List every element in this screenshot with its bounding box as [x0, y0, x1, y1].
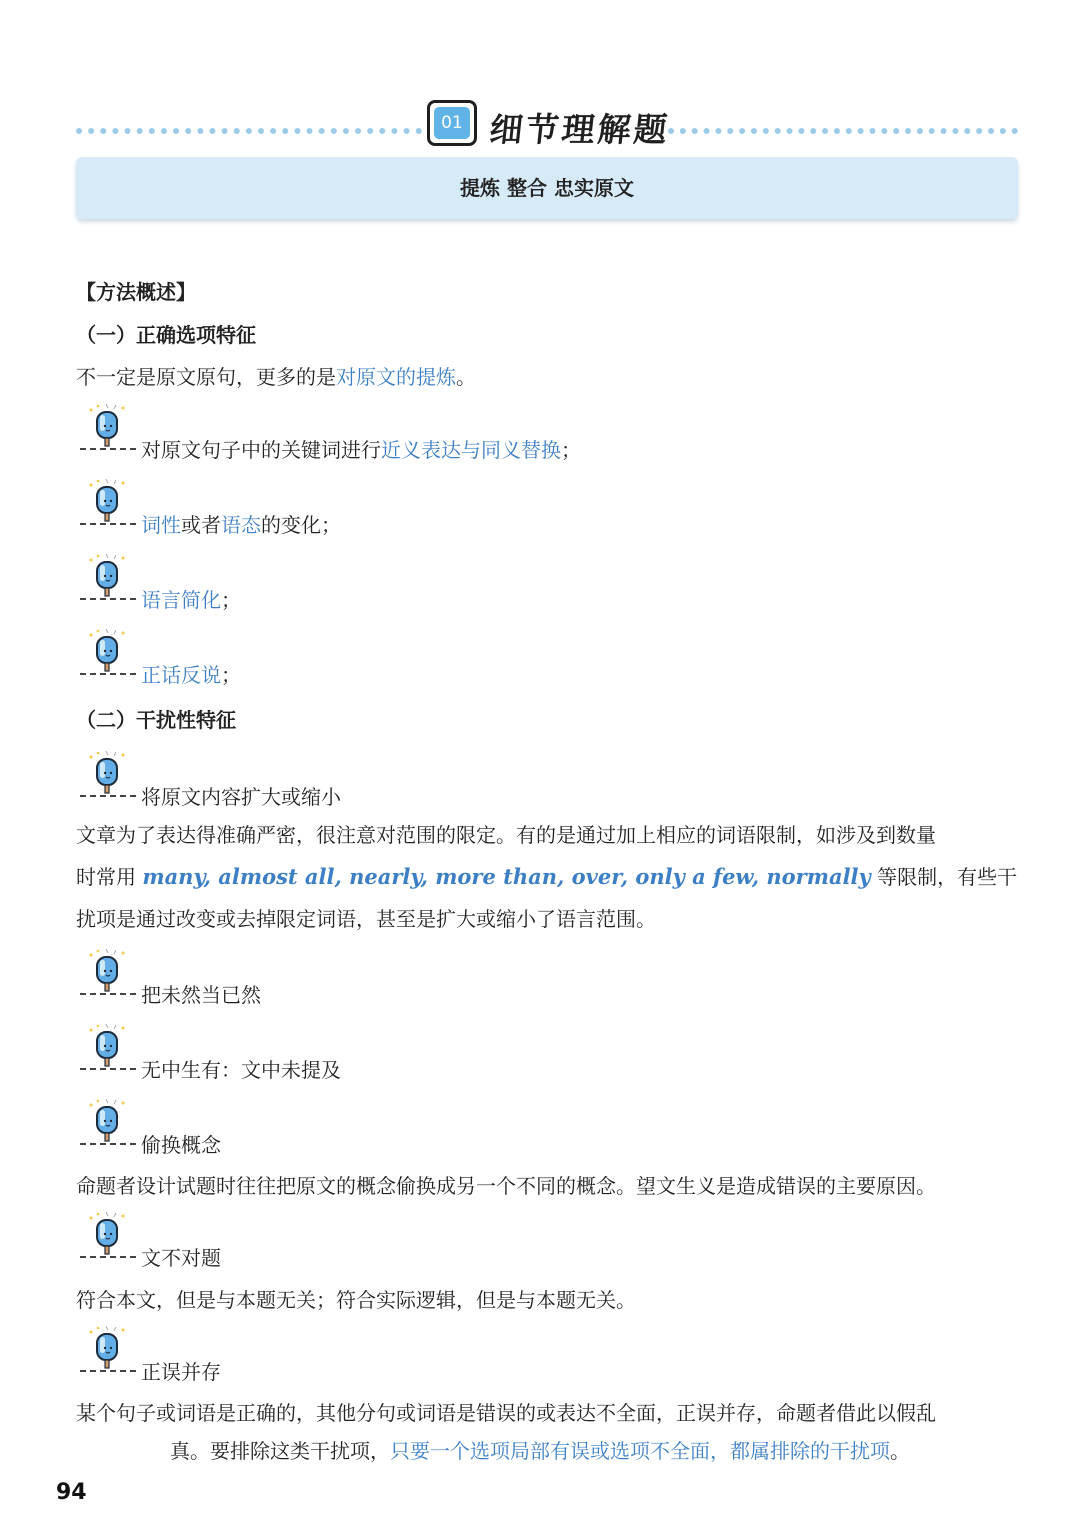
section-number: 01: [434, 107, 470, 139]
paragraph-highlight: 只要一个选项局部有误或选项不全面，都属排除的干扰项: [390, 1439, 890, 1463]
part1-intro-highlight: 对原文的提炼: [336, 365, 456, 389]
bullet-concept-swap: [80, 1099, 1020, 1163]
bullet-text-plain: 或者: [181, 513, 221, 537]
bullet-dash: [80, 598, 136, 600]
bullet-dash: [80, 1256, 136, 1258]
bullet-off-topic: [80, 1212, 1020, 1276]
bullet-text: [141, 509, 341, 538]
page-number: 94: [56, 1480, 87, 1505]
bullet-synonym: [80, 404, 1020, 468]
bullet-dash: [80, 1143, 136, 1145]
paragraph-end: 。: [890, 1439, 910, 1463]
bullet-text-highlight: 正话反说: [141, 663, 221, 687]
popsicle-icon: [86, 554, 128, 600]
section-number-badge: [427, 100, 477, 146]
bullet-dash: [80, 673, 136, 675]
bullet-text: 偷换概念: [141, 1133, 221, 1157]
section-title: 细节理解题: [487, 110, 672, 149]
paragraph-line: 扰项是通过改变或去掉限定词语，甚至是扩大或缩小了语言范围。: [76, 907, 656, 931]
paragraph-line: [76, 856, 1020, 898]
bullet-text: [141, 584, 241, 613]
header-dotted-line-left: [76, 128, 422, 134]
bullet-text: [141, 659, 241, 688]
bullet-text: 将原文内容扩大或缩小: [141, 785, 341, 809]
bullet-text: [141, 434, 581, 463]
bullet-text-plain: 对原文句子中的关键词进行: [141, 438, 381, 462]
popsicle-icon: [86, 751, 128, 797]
bullet-not-yet: [80, 949, 1020, 1013]
bullet-text-highlight: 语言简化: [141, 588, 221, 612]
part1-intro-text: 不一定是原文原句，更多的是: [76, 365, 336, 389]
paragraph-off-topic: 符合本文，但是与本题无关；符合实际逻辑，但是与本题无关。: [76, 1288, 636, 1312]
bullet-text-end: ；: [561, 438, 581, 462]
popsicle-icon: [86, 479, 128, 525]
bullet-text-highlight: 近义表达与同义替换: [381, 438, 561, 462]
paragraph-concept-swap: 命题者设计试题时往往把原文的概念偷换成另一个不同的概念。望文生义是造成错误的主要原因。: [76, 1174, 936, 1198]
bullet-dash: [80, 795, 136, 797]
bullet-fabricated: [80, 1024, 1020, 1088]
bullet-text-end: 的变化；: [261, 513, 341, 537]
bullet-text: 无中生有：文中未提及: [141, 1058, 341, 1082]
bullet-text-highlight: 词性: [141, 513, 181, 537]
bullet-text: 文不对题: [141, 1246, 221, 1270]
bullet-dash: [80, 523, 136, 525]
bullet-text: 把未然当已然: [141, 983, 261, 1007]
paragraph-text: 时常用: [76, 865, 143, 889]
part1-intro: [76, 361, 476, 390]
bullet-word-class: [80, 479, 1020, 543]
popsicle-icon: [86, 1212, 128, 1258]
popsicle-icon: [86, 1326, 128, 1372]
bullet-dash: [80, 448, 136, 450]
part2-heading: （二）干扰性特征: [76, 708, 236, 732]
part1-heading: （一）正确选项特征: [76, 323, 256, 347]
paragraph-text: 等限制，有些干: [870, 865, 1018, 889]
bullet-text-end: ；: [221, 663, 241, 687]
bullet-text-highlight: 语态: [221, 513, 261, 537]
english-examples: many, almost all, nearly, more than, over, only a few, normally: [142, 864, 871, 889]
bullet-expand-shrink: [80, 751, 1020, 815]
bullet-mixed: [80, 1326, 1020, 1390]
bullet-text-end: ；: [221, 588, 241, 612]
method-heading: 【方法概述】: [76, 280, 196, 304]
popsicle-icon: [86, 1024, 128, 1070]
header-dotted-line-right: [668, 128, 1018, 134]
bullet-dash: [80, 993, 136, 995]
subtitle-bar: 提炼 整合 忠实原文: [76, 157, 1018, 219]
popsicle-icon: [86, 1099, 128, 1145]
paragraph-line: 文章为了表达得准确严密，很注意对范围的限定。有的是通过加上相应的词语限制，如涉及到数量: [76, 823, 936, 847]
bullet-dash: [80, 1068, 136, 1070]
bullet-dash: [80, 1370, 136, 1372]
paragraph-text: 真。要排除这类干扰项，: [170, 1439, 390, 1463]
bullet-text: 正误并存: [141, 1360, 221, 1384]
paragraph-mixed-line2: [170, 1435, 910, 1464]
popsicle-icon: [86, 629, 128, 675]
popsicle-icon: [86, 404, 128, 450]
paragraph-range: [76, 814, 1020, 940]
bullet-reverse: [80, 629, 1020, 693]
part1-intro-end: 。: [456, 365, 476, 389]
paragraph-mixed-line1: 某个句子或词语是正确的，其他分句或词语是错误的或表达不全面，正误并存，命题者借此以假乱: [76, 1401, 936, 1425]
bullet-simplify: [80, 554, 1020, 618]
popsicle-icon: [86, 949, 128, 995]
